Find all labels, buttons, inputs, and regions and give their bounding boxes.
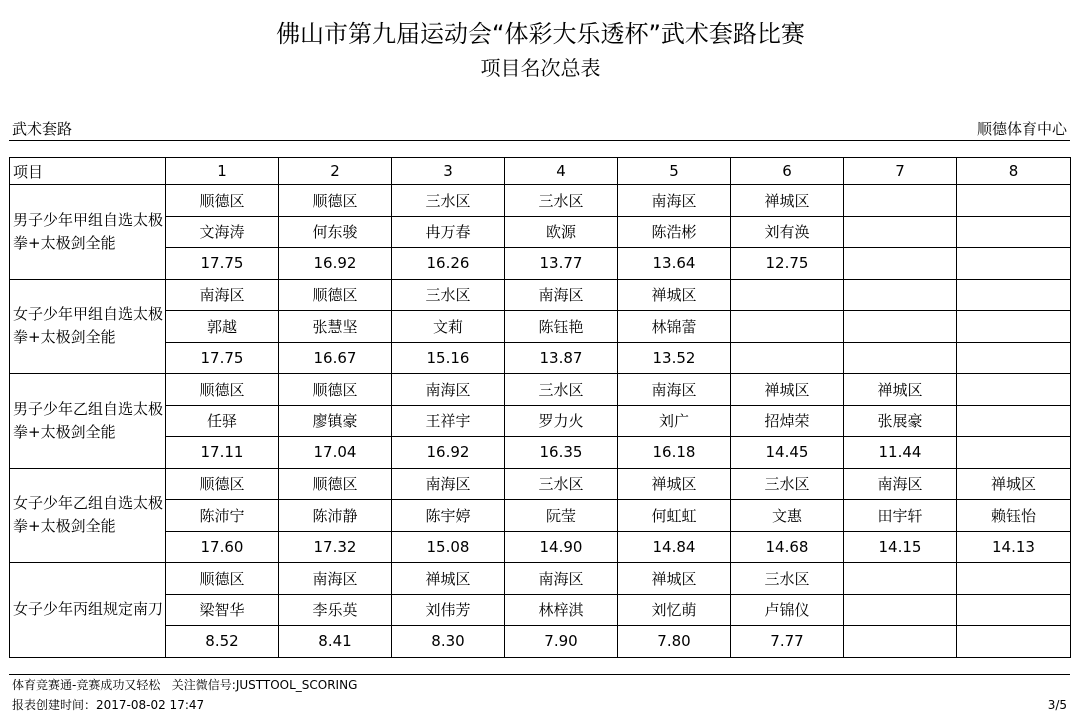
report-title: 佛山市第九届运动会“体彩大乐透杯”武术套路比赛: [276, 20, 805, 48]
athlete-name-cell: 文莉: [392, 311, 505, 343]
footer-divider: [9, 674, 1070, 675]
district-cell: 三水区: [505, 468, 618, 500]
district-cell: [957, 374, 1071, 406]
score-cell: 16.35: [505, 437, 618, 469]
district-cell: 禅城区: [731, 374, 844, 406]
score-row: [10, 531, 1071, 563]
event-name-cell: 女子少年乙组自选太极拳+太极剑全能: [10, 468, 166, 563]
score-cell: 17.75: [166, 342, 279, 374]
score-cell: [957, 342, 1071, 374]
district-cell: [844, 185, 957, 217]
results-table: [9, 157, 1071, 658]
district-cell: 南海区: [279, 563, 392, 595]
score-cell: 14.84: [618, 531, 731, 563]
athlete-name-cell: 刘有涣: [731, 216, 844, 248]
score-cell: 15.08: [392, 531, 505, 563]
athlete-name-cell: [957, 594, 1071, 626]
event-name-cell: 男子少年乙组自选太极拳+太极剑全能: [10, 374, 166, 469]
district-cell: 南海区: [392, 468, 505, 500]
athlete-name-cell: 阮莹: [505, 500, 618, 532]
name-row: [10, 594, 1071, 626]
district-cell: [957, 279, 1071, 311]
score-cell: 14.15: [844, 531, 957, 563]
athlete-name-cell: 林锦蕾: [618, 311, 731, 343]
score-cell: 16.18: [618, 437, 731, 469]
column-header-rank: 7: [844, 158, 957, 185]
score-cell: 17.32: [279, 531, 392, 563]
athlete-name-cell: 陈钰艳: [505, 311, 618, 343]
score-row: [10, 248, 1071, 280]
athlete-name-cell: 任驿: [166, 405, 279, 437]
score-cell: 14.13: [957, 531, 1071, 563]
athlete-name-cell: 冉万春: [392, 216, 505, 248]
report-created-time: 报表创建时间：2017-08-02 17:47: [12, 698, 205, 712]
score-cell: 7.77: [731, 626, 844, 658]
district-cell: 三水区: [392, 279, 505, 311]
athlete-name-cell: [731, 311, 844, 343]
column-header-rank: 8: [957, 158, 1071, 185]
name-row: [10, 216, 1071, 248]
column-header-rank: 4: [505, 158, 618, 185]
score-cell: 16.26: [392, 248, 505, 280]
district-cell: 顺德区: [166, 185, 279, 217]
score-cell: 14.90: [505, 531, 618, 563]
district-row: [10, 279, 1071, 311]
score-cell: 13.64: [618, 248, 731, 280]
score-cell: 17.75: [166, 248, 279, 280]
score-cell: 8.41: [279, 626, 392, 658]
column-header-rank: 6: [731, 158, 844, 185]
column-header-rank: 3: [392, 158, 505, 185]
score-cell: 14.45: [731, 437, 844, 469]
score-cell: [844, 626, 957, 658]
athlete-name-cell: 欧源: [505, 216, 618, 248]
district-cell: 南海区: [618, 374, 731, 406]
athlete-name-cell: 刘伟芳: [392, 594, 505, 626]
athlete-name-cell: 梁智华: [166, 594, 279, 626]
athlete-name-cell: [844, 216, 957, 248]
score-cell: 13.77: [505, 248, 618, 280]
column-header-rank: 2: [279, 158, 392, 185]
district-cell: 南海区: [505, 279, 618, 311]
athlete-name-cell: 赖钰怡: [957, 500, 1071, 532]
score-cell: 13.52: [618, 342, 731, 374]
athlete-name-cell: 林梓淇: [505, 594, 618, 626]
score-cell: 8.52: [166, 626, 279, 658]
district-cell: 南海区: [505, 563, 618, 595]
athlete-name-cell: 陈沛静: [279, 500, 392, 532]
district-cell: 顺德区: [166, 468, 279, 500]
athlete-name-cell: [957, 311, 1071, 343]
district-cell: 禅城区: [731, 185, 844, 217]
score-cell: 16.67: [279, 342, 392, 374]
district-cell: 顺德区: [166, 563, 279, 595]
score-cell: 17.04: [279, 437, 392, 469]
athlete-name-cell: 郭越: [166, 311, 279, 343]
athlete-name-cell: 罗力火: [505, 405, 618, 437]
score-row: [10, 437, 1071, 469]
score-cell: 8.30: [392, 626, 505, 658]
athlete-name-cell: [957, 405, 1071, 437]
score-cell: 12.75: [731, 248, 844, 280]
score-cell: [844, 342, 957, 374]
score-cell: 15.16: [392, 342, 505, 374]
page-number: 3/5: [1047, 698, 1067, 712]
district-cell: 三水区: [731, 468, 844, 500]
athlete-name-cell: 文惠: [731, 500, 844, 532]
district-cell: [844, 563, 957, 595]
district-cell: 顺德区: [166, 374, 279, 406]
district-cell: 三水区: [392, 185, 505, 217]
event-name-cell: 女子少年丙组规定南刀: [10, 563, 166, 658]
district-cell: 南海区: [392, 374, 505, 406]
athlete-name-cell: 何虹虹: [618, 500, 731, 532]
event-name-cell: 女子少年甲组自选太极拳+太极剑全能: [10, 279, 166, 374]
column-header-rank: 1: [166, 158, 279, 185]
score-cell: [957, 626, 1071, 658]
district-row: [10, 563, 1071, 595]
district-cell: 三水区: [505, 185, 618, 217]
athlete-name-cell: [957, 216, 1071, 248]
athlete-name-cell: [844, 594, 957, 626]
district-cell: [957, 563, 1071, 595]
table-header-row: [10, 158, 1071, 185]
score-row: [10, 342, 1071, 374]
score-row: [10, 626, 1071, 658]
district-row: [10, 185, 1071, 217]
district-cell: 禅城区: [618, 468, 731, 500]
athlete-name-cell: 陈宇婷: [392, 500, 505, 532]
district-cell: 南海区: [844, 468, 957, 500]
district-cell: 顺德区: [279, 468, 392, 500]
athlete-name-cell: 张展豪: [844, 405, 957, 437]
district-row: [10, 468, 1071, 500]
district-cell: [957, 185, 1071, 217]
athlete-name-cell: 刘忆萌: [618, 594, 731, 626]
district-cell: 禅城区: [392, 563, 505, 595]
score-cell: 7.90: [505, 626, 618, 658]
score-cell: [731, 342, 844, 374]
footer-slogan: 体育竞赛通-竞赛成功又轻松 关注微信号:JUSTTOOL_SCORING: [12, 678, 358, 692]
athlete-name-cell: 廖镇豪: [279, 405, 392, 437]
athlete-name-cell: 李乐英: [279, 594, 392, 626]
district-cell: 三水区: [731, 563, 844, 595]
score-cell: 7.80: [618, 626, 731, 658]
name-row: [10, 405, 1071, 437]
district-cell: 顺德区: [279, 185, 392, 217]
district-cell: 顺德区: [279, 279, 392, 311]
score-cell: [957, 437, 1071, 469]
name-row: [10, 500, 1071, 532]
score-cell: 16.92: [279, 248, 392, 280]
athlete-name-cell: 田宇轩: [844, 500, 957, 532]
athlete-name-cell: 卢锦仪: [731, 594, 844, 626]
district-row: [10, 374, 1071, 406]
event-name-cell: 男子少年甲组自选太极拳+太极剑全能: [10, 185, 166, 280]
header-divider: [9, 140, 1070, 141]
column-header-event: 项目: [10, 158, 166, 185]
district-cell: 禅城区: [618, 563, 731, 595]
venue-name: 顺德体育中心: [976, 120, 1067, 138]
score-cell: 14.68: [731, 531, 844, 563]
report-subtitle: 项目名次总表: [480, 56, 601, 80]
athlete-name-cell: 何东骏: [279, 216, 392, 248]
district-cell: 禅城区: [618, 279, 731, 311]
athlete-name-cell: 文海涛: [166, 216, 279, 248]
district-cell: 南海区: [166, 279, 279, 311]
district-cell: [731, 279, 844, 311]
score-cell: 17.60: [166, 531, 279, 563]
score-cell: 11.44: [844, 437, 957, 469]
district-cell: 顺德区: [279, 374, 392, 406]
score-cell: [844, 248, 957, 280]
district-cell: 禅城区: [957, 468, 1071, 500]
athlete-name-cell: 王祥宇: [392, 405, 505, 437]
district-cell: 三水区: [505, 374, 618, 406]
district-cell: 禅城区: [844, 374, 957, 406]
score-cell: 13.87: [505, 342, 618, 374]
athlete-name-cell: [844, 311, 957, 343]
athlete-name-cell: 张慧坚: [279, 311, 392, 343]
district-cell: [844, 279, 957, 311]
score-cell: 16.92: [392, 437, 505, 469]
column-header-rank: 5: [618, 158, 731, 185]
athlete-name-cell: 招焯荣: [731, 405, 844, 437]
score-cell: [957, 248, 1071, 280]
athlete-name-cell: 陈浩彬: [618, 216, 731, 248]
district-cell: 南海区: [618, 185, 731, 217]
name-row: [10, 311, 1071, 343]
score-cell: 17.11: [166, 437, 279, 469]
athlete-name-cell: 陈沛宁: [166, 500, 279, 532]
athlete-name-cell: 刘广: [618, 405, 731, 437]
sport-category: 武术套路: [12, 120, 73, 138]
